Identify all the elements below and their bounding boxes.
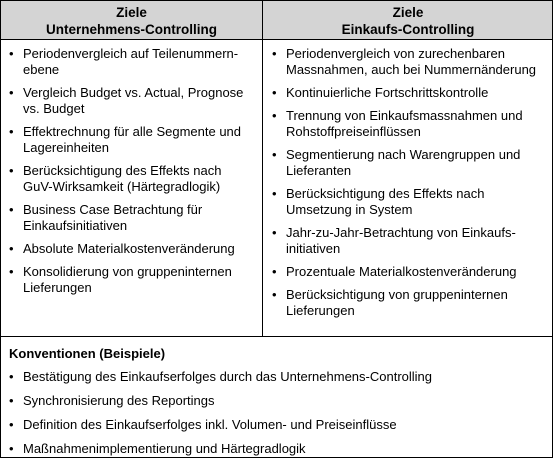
bullet-icon: • <box>272 85 277 100</box>
list-item-line2: Lieferanten <box>286 163 352 178</box>
list-item <box>1 264 256 296</box>
list-item <box>1 369 552 385</box>
list-item-line1: Trennung von Einkaufsmassnahmen und <box>286 108 523 123</box>
list-item-line1: Prozentuale Materialkostenveränderung <box>286 264 517 279</box>
conventions-list <box>1 369 552 457</box>
table-header <box>1 1 552 40</box>
list-item-line1: Jahr-zu-Jahr-Betrachtung von Einkaufs- <box>286 225 516 240</box>
bullet-icon: • <box>272 108 277 123</box>
header-right-line2: Einkaufs-Controlling <box>341 22 475 37</box>
list-item <box>1 417 552 433</box>
bullet-icon: • <box>272 147 277 162</box>
list-item-text: Definition des Einkaufserfolges inkl. Volumen- und Preiseinflüsse <box>23 417 397 432</box>
list-item-line1: Effektrechnung für alle Segmente und <box>23 124 242 139</box>
list-item <box>264 108 548 140</box>
list-item-line1: Berücksichtigung des Effekts nach <box>23 163 222 178</box>
list-item <box>1 441 552 457</box>
list-item-line1: Periodenvergleich auf Teilenummern- <box>23 46 239 61</box>
list-item-line2: Massnahmen, auch bei Nummernänderung <box>286 62 537 77</box>
bullet-icon: • <box>9 85 14 100</box>
bullet-icon: • <box>9 393 14 408</box>
list-item-line2: vs. Budget <box>23 101 85 116</box>
list-item <box>264 225 548 257</box>
purchasing-goals-list <box>264 40 552 319</box>
list-item-text: Maßnahmenimplementierung und Härtegradlogik <box>23 441 306 456</box>
list-item-line1: Periodenvergleich von zurechenbaren <box>286 46 505 61</box>
bullet-icon: • <box>272 46 277 61</box>
list-item <box>264 186 548 218</box>
bullet-icon: • <box>9 124 14 139</box>
list-item-line2: Umsetzung in System <box>286 202 413 217</box>
list-item-line2: Lagereinheiten <box>23 140 110 155</box>
list-item-line2: Einkaufsinitiativen <box>23 218 128 233</box>
header-right-line1: Ziele <box>392 5 424 20</box>
bullet-icon: • <box>9 202 14 217</box>
header-left-line2: Unternehmens-Controlling <box>46 22 217 37</box>
list-item-line1: Segmentierung nach Warengruppen und <box>286 147 521 162</box>
header-corporate-controlling <box>1 1 263 39</box>
bullet-icon: • <box>272 225 277 240</box>
list-item-line2: Lieferungen <box>23 280 92 295</box>
corporate-goals-list <box>1 40 262 296</box>
bullet-icon: • <box>272 287 277 302</box>
list-item-line1: Absolute Materialkostenveränderung <box>23 241 235 256</box>
list-item-line2: ebene <box>23 62 60 77</box>
list-item <box>1 163 256 195</box>
list-item <box>1 124 256 156</box>
header-purchasing-controlling <box>264 1 552 39</box>
bullet-icon: • <box>9 241 14 256</box>
bullet-icon: • <box>9 441 14 456</box>
list-item <box>264 85 548 101</box>
bullet-icon: • <box>9 46 14 61</box>
bullet-icon: • <box>9 163 14 178</box>
list-item-line2: Rohstoffpreiseinflüssen <box>286 124 421 139</box>
list-item-line1: Vergleich Budget vs. Actual, Prognose <box>23 85 244 100</box>
purchasing-controlling-column <box>264 40 552 336</box>
list-item-line1: Business Case Betrachtung für <box>23 202 203 217</box>
list-item <box>1 85 256 117</box>
bullet-icon: • <box>272 264 277 279</box>
list-item <box>1 393 552 409</box>
bullet-icon: • <box>272 186 277 201</box>
conventions-title: Konventionen (Beispiele) <box>9 346 166 361</box>
list-item <box>264 46 548 78</box>
bullet-icon: • <box>9 264 14 279</box>
list-item <box>1 202 256 234</box>
list-item-line1: Berücksichtigung des Effekts nach <box>286 186 485 201</box>
list-item <box>264 264 548 280</box>
list-item-line1: Kontinuierliche Fortschrittskontrolle <box>286 85 489 100</box>
list-item <box>264 147 548 179</box>
corporate-controlling-column <box>1 40 263 336</box>
list-item-line2: initiativen <box>286 241 341 256</box>
bullet-icon: • <box>9 369 14 384</box>
list-item-line1: Berücksichtigung von gruppeninternen <box>286 287 508 302</box>
list-item-line1: Konsolidierung von gruppeninternen <box>23 264 232 279</box>
header-left-line1: Ziele <box>116 5 147 20</box>
list-item-line2: GuV-Wirksamkeit (Härtegradlogik) <box>23 179 221 194</box>
list-item-text: Bestätigung des Einkaufserfolges durch das Unternehmens-Controlling <box>23 369 433 384</box>
list-item <box>1 46 256 78</box>
list-item <box>264 287 548 319</box>
conventions-section <box>1 336 552 457</box>
list-item-text: Synchronisierung des Reportings <box>23 393 215 408</box>
list-item-line2: Lieferungen <box>286 303 355 318</box>
bullet-icon: • <box>9 417 14 432</box>
list-item <box>1 241 256 257</box>
